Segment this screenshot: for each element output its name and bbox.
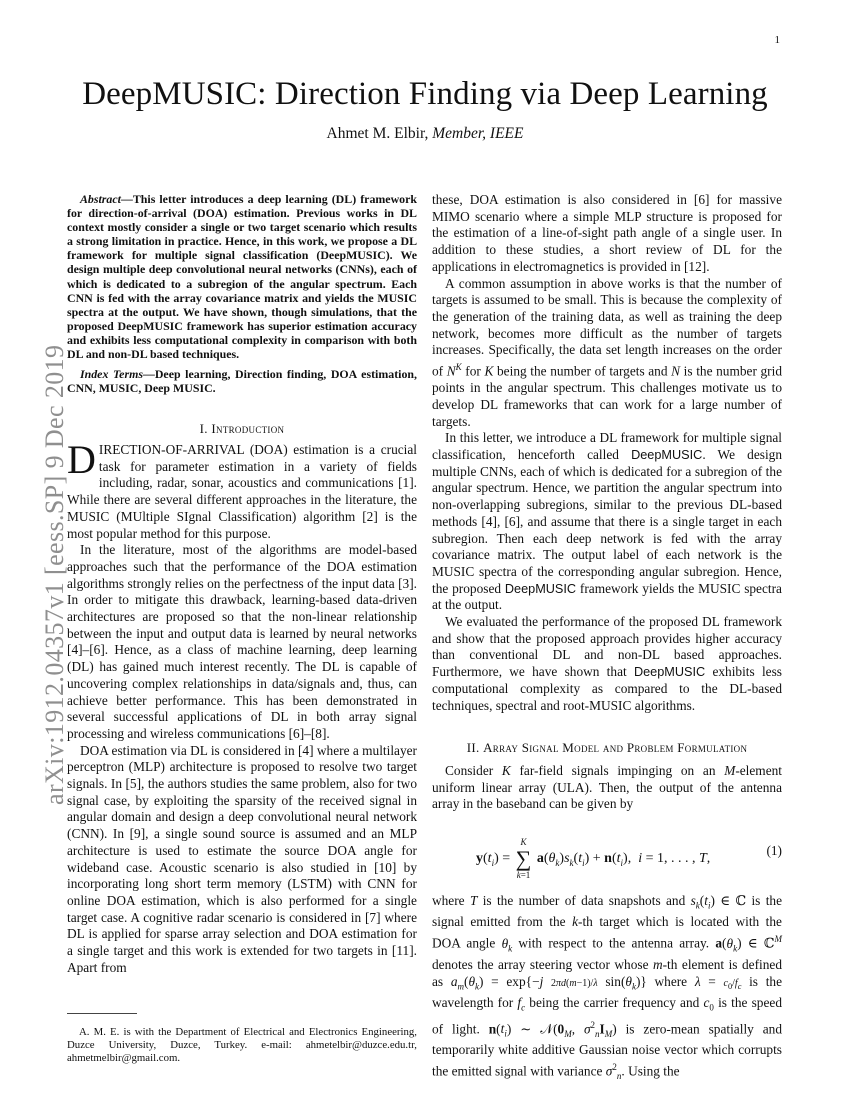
- footnote: [67, 1026, 417, 1065]
- model-paragraph-2: where T is the number of data snapshots and $s_k(t_i)$ ∈ ℂ is the signal emitted from the k-th target which is located with the DOA angle $\theta_k$ with respect to the antenna array. $a(\theta_k)$ ∈ ℂ$^M$ denotes the array steering vector whose m-th element is defined as $a_m(\theta_k) = \exp\{-j$ 2πd(m−1)/λ $\sin(\theta_k)$} where $\lambda = c_0/f_c$ is the wavelength for $f_c$ being the carrier frequency and $c_0$ is the speed of light. $n(t_i)$ ∼ $𝒩(0_M$, $\sigma^2_nI_M$) is zero-mean spatially and temporarily white additive Gaussian noise vector which corrupts the emitted signal with variance $\sigma^2_n$. Using the: [432, 893, 783, 1082]
- section-title: Introduction: [211, 421, 285, 437]
- index-terms-text: Deep learning, Direction finding, DOA estimation, CNN, MUSIC, Deep MUSIC.: [67, 367, 417, 396]
- intro-paragraph-3-continued: these, DOA estimation is also considered in [6] for massive MIMO scenario where a simple MLP structure is proposed for the estimation of a line-of-sight path angle of a single user. In addition to these studies, a short review of DL for the applications in electromagnetics is provided in [12].: [432, 192, 782, 274]
- abstract-label: Abstract—: [80, 192, 133, 206]
- section-heading-array-signal-model: [432, 740, 782, 757]
- intro-paragraph-1: [67, 437, 417, 542]
- abstract-text: This letter introduces a deep learning (DL) framework for direction-of-arrival (DOA) estimation. Previous works in DL context mostly consider a single or two target scenario which results a strong limitation in practice. Hence, in this work, we propose a DL framework for multiple signal classification (DeepMUSIC). We design multiple deep convolutional neural networks (CNNs), each of which is dedicated to a subregion of the angular spectrum. Each CNN is fed with the array covariance matrix and yields the MUSIC spectra at the output. We have shown, though simulations, that the proposed DeepMUSIC framework has superior estimation accuracy and exhibits less computational complexity in comparison with both DL and non-DL based techniques.: [67, 192, 417, 362]
- drop-cap: D: [67, 437, 96, 483]
- paper-title: DeepMUSIC: Direction Finding via Deep Learning: [82, 76, 768, 112]
- section-numeral: II.: [466, 740, 480, 756]
- intro-paragraph-4: A common assumption in above works is that the number of targets is assumed to be small. This is because the complexity of the generation of the training data, as well as training the deep network, becomes more difficult as the number of targets increases. Specifically, the data set length increases on the order of $N^K$ for K being the number of targets and N is the number grid points in the angular spectrum. This challenges motivate us to develop DL frameworks that can work for a large number of targets.: [432, 275, 783, 429]
- author-line: [0, 125, 850, 143]
- intro-paragraph-2: In the literature, most of the algorithms are model-based approaches such that the performance of the DOA estimation algorithms strongly relies on the perfectness of the input data [3]. In order to mitigate this drawback, learning-based data-driven architectures are proposed so that the non-linear relationship between the input and output data is learned by neural networks [4]–[6]. Hence, as a class of machine learning, deep learning (DL) has gained much interest recently. The DL is capable of uncovering complex relationships in data/signals and, thus, can achieve better performance. This has been demonstrated in several successful applications of DL in both array signal processing and wireless communications [6]–[8].: [67, 542, 417, 741]
- abstract: [67, 192, 417, 361]
- index-terms-label: Index Terms—: [80, 367, 155, 382]
- section-numeral: I.: [199, 421, 208, 437]
- right-column: [432, 192, 782, 1085]
- intro-paragraph-6: We evaluated the performance of the proposed DL framework and show that the proposed approach provides higher accuracy than conventional DL and non-DL based approaches. Furthermore, we have shown that DeepMUSIC exhibits less computational complexity as compared to the DL-based techniques, spectral and root-MUSIC algorithms.: [432, 614, 782, 713]
- author-role: Member, IEEE: [432, 125, 524, 142]
- intro-paragraph-5: In this letter, we introduce a DL framework for multiple signal classification, henceforth called DeepMUSIC. We design multiple CNNs, each of which is dedicated for a subregion of the angular spectrum. Hence, we partition the angular spectrum into non-overlapping subregions, similar to the previous DL-based methods [4], [6], and assume that there is a single target in each subregion. Then each deep network is fed with the array covariance matrix. The output label of each network is the MUSIC spectra of the corresponding angular subregion. Hence, the proposed DeepMUSIC framework yields the MUSIC spectra at the output.: [432, 430, 782, 613]
- left-column: [67, 192, 417, 977]
- section-heading-introduction: [67, 421, 417, 438]
- equation-number: (1): [766, 843, 782, 859]
- index-terms: [67, 367, 417, 395]
- model-paragraph-1: Consider K far-field signals impinging on an M-element uniform linear array (ULA). Then, the output of the antenna array in the baseband can be given by: [432, 762, 782, 812]
- author-name: Ahmet M. Elbir,: [326, 125, 429, 142]
- paragraph-text: IRECTION-OF-ARRIVAL (DOA) estimation is a crucial task for parameter estimation in a variety of fields including, radar, sonar, acoustics and communications [1]. While there are several different approaches in the literature, the MUSIC (MUltiple SIgnal Classification) algorithm [2] is the most popular method for this purpose.: [67, 442, 417, 541]
- intro-paragraph-3: DOA estimation via DL is considered in [4] where a multilayer perceptron (MLP) architecture is proposed to resolve two target signals. In [5], the authors studies the same problem, also for two signal case, by exploiting the sparsity of the received signal in angular domain and design a deep convolutional neural network (CNN). In [9], a single sound source is assumed and an MLP architecture is used to estimate the source DOA angle for wideband case. Acoustic scenario is also studied in [10] by incorporating long short term memory (LSTM) with CNN for online DOA estimation, which is also performed for a single target case. A cognitive radar scenario is considered in [7] where DL is applied for sparse array selection and DOA estimation for a single target and this work is extended for two targets in [11]. Apart from: [67, 742, 417, 975]
- page-number: 1: [774, 34, 780, 46]
- arxiv-stamp: arXiv:1912.04357v1 [eess.SP] 9 Dec 2019: [40, 344, 69, 805]
- footnote-rule: [67, 1013, 137, 1014]
- equation-body: $y(t_i)$ = K ∑ k=1 $a(\theta_k)s_k(t_i) + n(t_i)$, i = 1, . . . , T,: [476, 837, 711, 881]
- footnote-text: A. M. E. is with the Department of Electrical and Electronics Engineering, Duzce University, Duzce, Turkey. e-mail: ahmetelbir@duzce.edu.tr, ahmetmelbir@gmail.com.: [67, 1026, 417, 1065]
- section-title: Array Signal Model and Problem Formulation: [483, 740, 748, 756]
- equation-1: [432, 829, 782, 881]
